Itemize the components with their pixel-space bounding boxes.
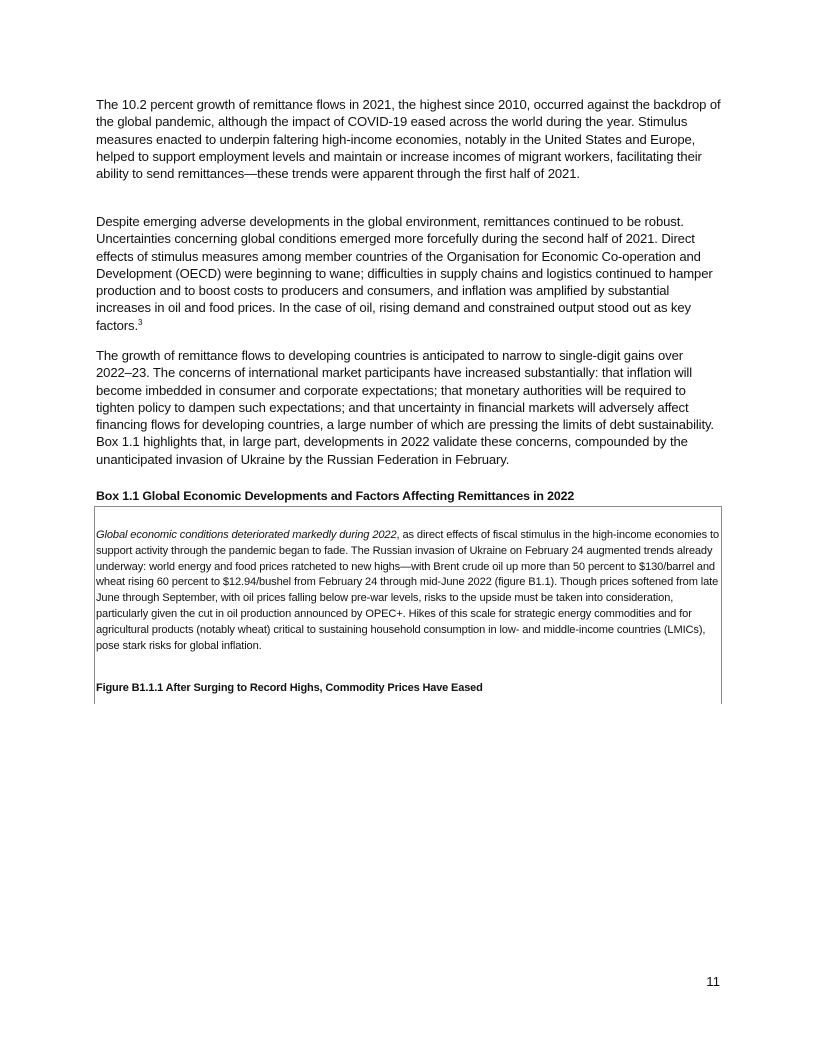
- footnote-reference[interactable]: 3: [137, 317, 143, 327]
- box-paragraph-text: , as direct effects of fiscal stimulus in the high-income economies to support activity through the pandemic began to fade. The Russian invasion of Ukraine on February 24 augmented trends already underway: world energy and food prices ratcheted to new highs—with Brent crude oil up more than 50 percent to $130/barrel and wheat rising 60 percent to $12.94/bushel from February 24 through mid-June 2022 (figure B1.1). Though prices softened from late June through September, with oil prices falling below pre-war levels, risks to the upside must be taken into consideration, particularly given the cut in oil production announced by OPEC+. Hikes of this scale for strategic energy commodities and for agricultural products (notably wheat) critical to sustaining household consumption in low- and middle-income countries (LMICs), pose stark risks for global inflation.: [96, 529, 720, 652]
- body-paragraph-text: Despite emerging adverse developments in the global environment, remittances continued to be robust. Uncertainties concerning global conditions emerged more forcefully during the second half of 2021. Direct effects of stimulus measures among member countries of the Organisation for Economic Co-operation and Development (OECD) were beginning to wane; difficulties in supply chains and logistics continued to hamper production and to boost costs to producers and consumers, and inflation was amplified by substantial increases in oil and food prices. In the case of oil, rising demand and constrained output stood out as key factors.: [96, 214, 713, 333]
- figure-caption: Figure B1.1.1 After Surging to Record Highs, Commodity Prices Have Eased: [96, 682, 483, 694]
- box-paragraph: [96, 528, 720, 654]
- page-number: 11: [706, 974, 720, 989]
- body-paragraph: [96, 213, 722, 334]
- body-paragraph: The 10.2 percent growth of remittance flows in 2021, the highest since 2010, occurred against the backdrop of the global pandemic, although the impact of COVID-19 eased across the world during the year. Stimulus measures enacted to underpin faltering high-income economies, notably in the United States and Europe, helped to support employment levels and maintain or increase incomes of migrant workers, facilitating their ability to send remittances—these trends were apparent through the first half of 2021.: [96, 97, 721, 182]
- box-lead-italic: Global economic conditions deteriorated markedly during 2022: [96, 529, 397, 541]
- box-heading: Box 1.1 Global Economic Developments and Factors Affecting Remittances in 2022: [96, 489, 575, 503]
- body-paragraph: The growth of remittance flows to developing countries is anticipated to narrow to single-digit gains over 2022–23. The concerns of international market participants have increased substantially: that inflation will become imbedded in consumer and corporate expectations; that monetary authorities will be required to tighten policy to dampen such expectations; and that uncertainty in financial markets will adversely affect financing flows for developing countries, a large number of which are pressing the limits of debt sustainability. Box 1.1 highlights that, in large part, developments in 2022 validate these concerns, compounded by the unanticipated invasion of Ukraine by the Russian Federation in February.: [96, 348, 714, 467]
